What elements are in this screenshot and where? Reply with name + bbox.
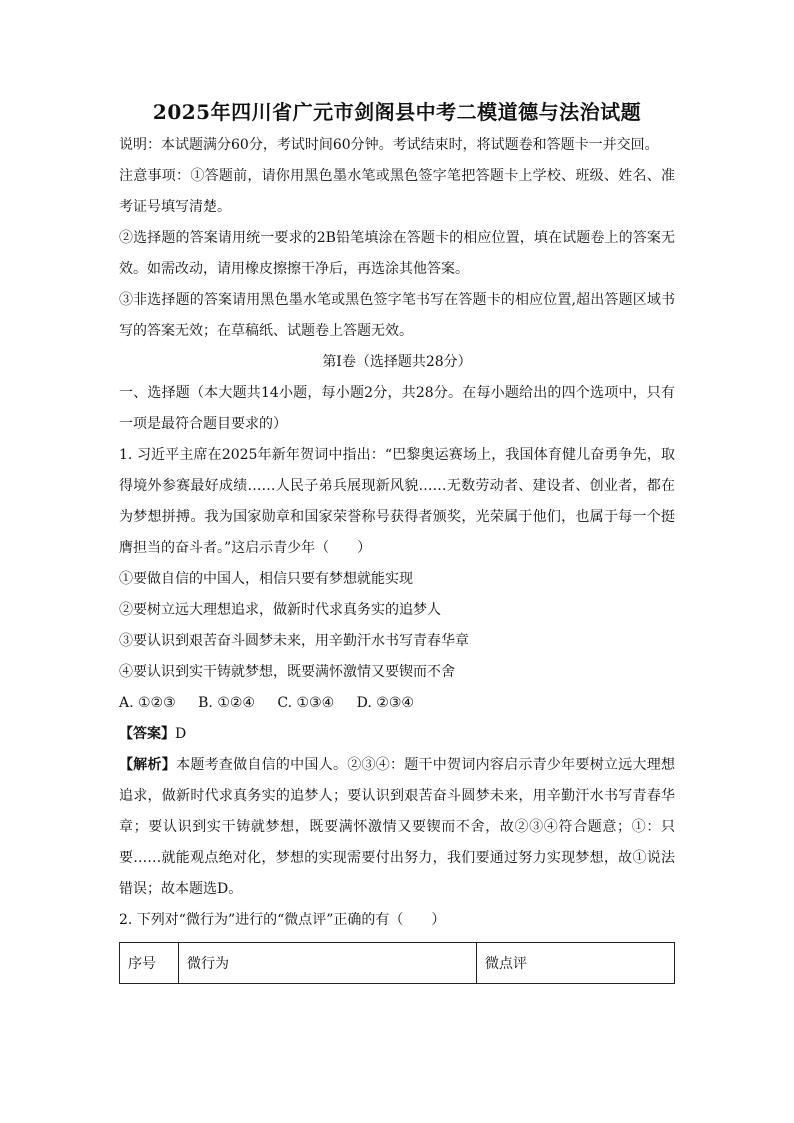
note-3: ③非选择题的答案请用黑色墨水笔或黑色签字笔书写在答题卡的相应位置,超出答题区域书写的答案无效；在草稿纸、试题卷上答题无效。 [119,292,675,339]
question-1-statement-3: ③要认识到艰苦奋斗圆梦未来，用辛勤汗水书写青春华章 [119,633,469,649]
option-b: B. ①②④ [198,695,255,711]
option-a: A. ①②③ [119,695,176,711]
question-1-options [119,688,675,719]
question-2-stem: 2. 下列对“微行为”进行的“微点评”正确的有（ ） [119,912,446,928]
option-d: D. ②③④ [356,695,414,711]
section-intro: 一、选择题（本大题共14小题，每小题2分，共28分。在每小题给出的四个选项中，只有一项是最符合题目要求的） [119,385,675,432]
table-header-behavior: 微行为 [179,943,477,984]
section-title: 第Ⅰ卷（选择题共28分） [322,354,472,370]
page-title: 2025年四川省广元市剑阁县中考二模道德与法治试题 [152,100,642,124]
table-header-row [120,943,675,984]
document-page [119,98,675,984]
question-1-stem: 1. 习近平主席在2025年新年贺词中指出：“巴黎奥运赛场上，我国体育健儿奋勇争先，取得境外参赛最好成绩……人民子弟兵展现新风貌……无数劳动者、建设者、创业者，都在为梦想拼搏。我为国家勋章和国家荣誉称号获得者颁奖，光荣属于他们，也属于每一个挺膺担当的奋斗者。”这启示青少年（ ） [119,447,675,556]
answer-line [119,719,675,750]
answer-label: 【答案】 [119,726,175,742]
instructions: 说明：本试题满分60分，考试时间60分钟。考试结束时，将试题卷和答题卡一并交回。 [119,137,659,153]
note-1: 注意事项：①答题前，请你用黑色墨水笔或黑色签字笔把答题卡上学校、班级、姓名、准考证号填写清楚。 [119,168,675,215]
table-header-comment: 微点评 [477,943,675,984]
answer-value: D [175,726,187,742]
analysis-paragraph [119,750,675,905]
note-2: ②选择题的答案请用统一要求的2B铅笔填涂在答题卡的相应位置，填在试题卷上的答案无效。如需改动，请用橡皮擦擦干净后，再选涂其他答案。 [119,230,675,277]
option-c: C. ①③④ [277,695,335,711]
question-1-statement-4: ④要认识到实干铸就梦想，既要满怀激情又要锲而不舍 [119,664,455,680]
analysis-text: 本题考查做自信的中国人。②③④：题干中贺词内容启示青少年要树立远大理想追求，做新时代求真务实的追梦人；要认识到艰苦奋斗圆梦未来，用辛勤汗水书写青春华章；要认识到实干铸就梦想，既要满怀激情又要锲而不舍，故②③④符合题意；①：只要……就能观点绝对化，梦想的实现需要付出努力，我们要通过努力实现梦想，故①说法错误；故本题选D。 [119,757,676,897]
analysis-label: 【解析】 [119,757,177,773]
question-1-statement-1: ①要做自信的中国人，相信只要有梦想就能实现 [119,571,413,587]
question-2-table [119,942,675,984]
table-header-index: 序号 [120,943,179,984]
question-1-statement-2: ②要树立远大理想追求，做新时代求真务实的追梦人 [119,602,441,618]
